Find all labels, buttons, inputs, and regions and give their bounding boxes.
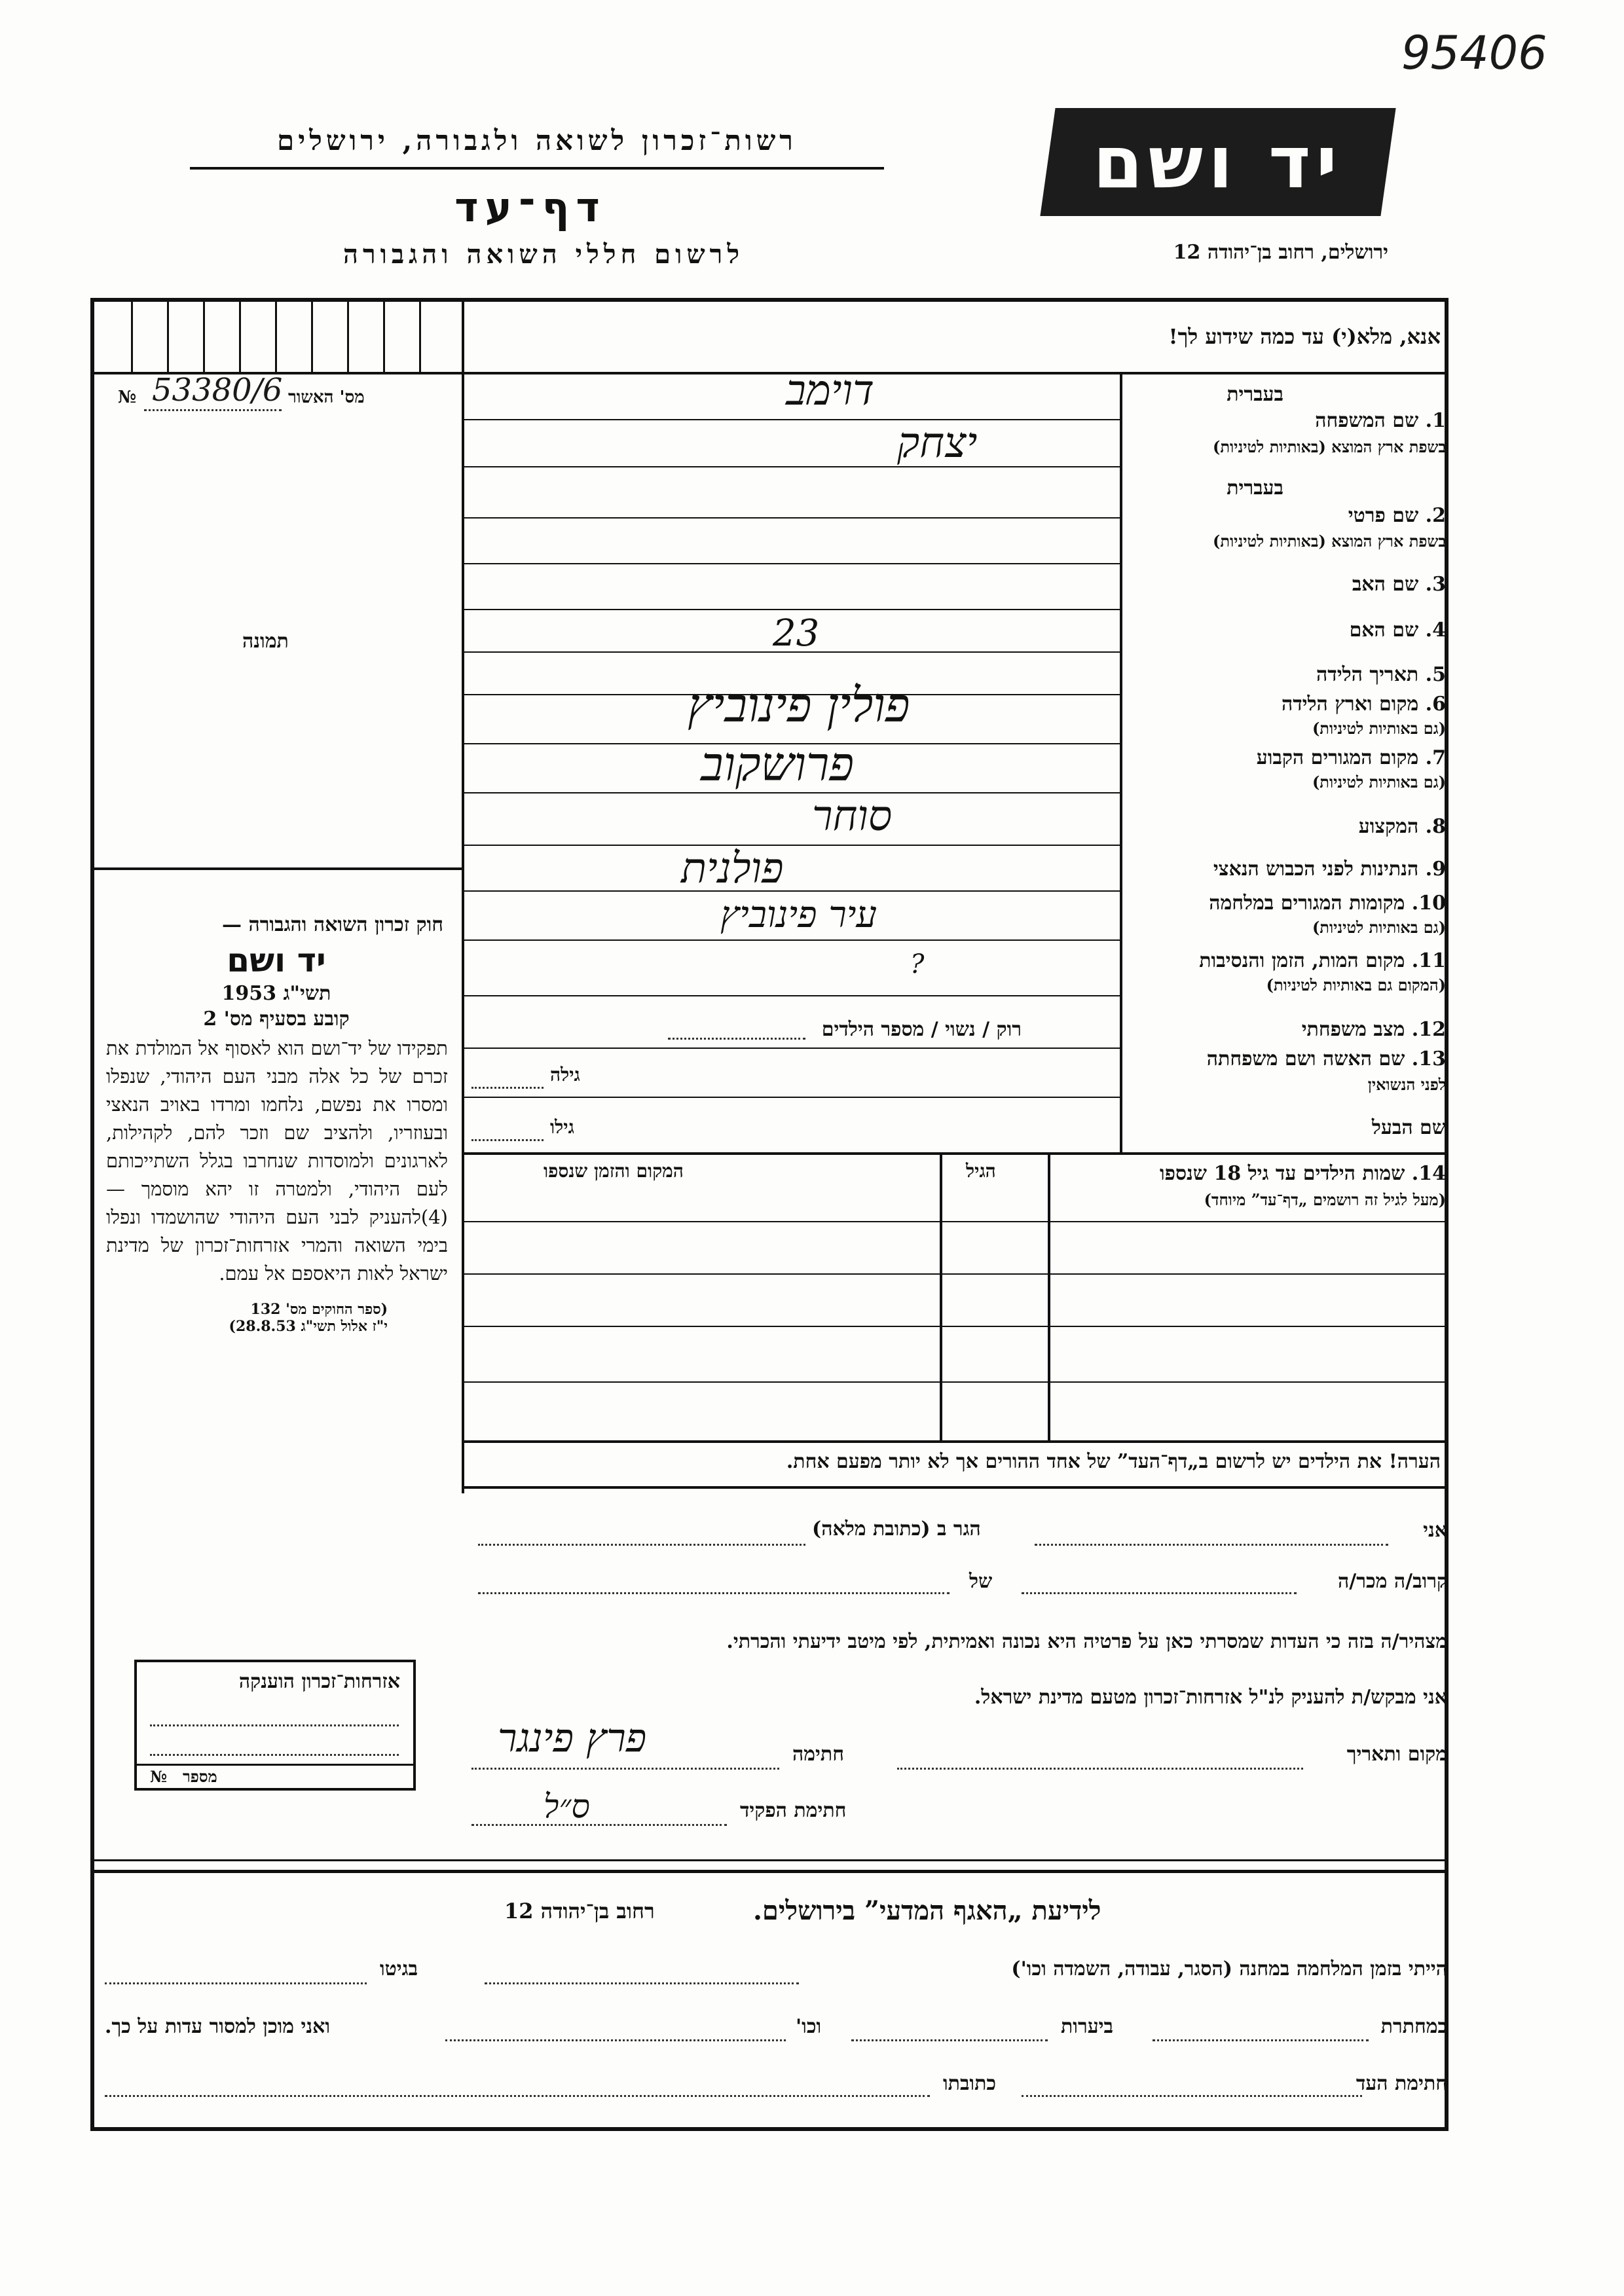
handwritten-death: ? bbox=[910, 949, 925, 979]
field-7-label: 7. מקום המגורים הקבוע bbox=[1256, 746, 1446, 769]
handwritten-war-residence: עיר פינוביץ bbox=[720, 894, 877, 936]
declaration-request: אני מבקש/ת להעניק לנ"ל אזרחות־זכרון מטעם מדינת ישראל. bbox=[974, 1686, 1447, 1709]
memorial-citizenship-box bbox=[134, 1660, 416, 1791]
form-note: הערה! את הילדים יש לרשום ב„דף־העד” של אחד ההורים אך לא יותר מפעם אחת. bbox=[786, 1450, 1441, 1473]
handwritten-surname: דוימב bbox=[786, 367, 874, 415]
children-col-divider-2 bbox=[1048, 1152, 1050, 1440]
field-6-sub: (גם באותיות לטיניות) bbox=[1312, 719, 1446, 738]
footer-forests-label: ביערות bbox=[1061, 2015, 1114, 2038]
box-divider bbox=[131, 302, 133, 372]
box-divider bbox=[167, 302, 169, 372]
field-9-label: 9. הנתינות לפני הכבוש הנאצי bbox=[1213, 858, 1446, 881]
footer-heading: לידיעת „האגף המדעי” בירושלים. bbox=[753, 1895, 1101, 1926]
memorial-box-title: אזרחות־זכרון הוענקה bbox=[238, 1670, 400, 1693]
field-14-label: 14. שמות הילדים עד גיל 18 שנספו bbox=[1159, 1162, 1446, 1185]
declarant-address-line bbox=[478, 1544, 805, 1546]
field-2-num: 2. bbox=[1425, 504, 1446, 527]
handwritten-birth-place: פולין פינוביץ bbox=[688, 678, 910, 733]
wife-age-label: גילה bbox=[550, 1064, 580, 1085]
field-2-text: שם פרטי bbox=[1348, 504, 1419, 527]
law-year: תשי"ג 1953 bbox=[221, 982, 331, 1005]
law-block bbox=[93, 913, 460, 1335]
wife-age-line bbox=[471, 1087, 544, 1089]
memorial-box-line-2 bbox=[150, 1754, 399, 1756]
relation-of-line bbox=[478, 1592, 950, 1594]
footer-willing-label: ואני מוכן למסור עדות על כך. bbox=[105, 2015, 331, 2038]
signature-label: חתימה bbox=[792, 1743, 844, 1766]
archive-number: 95406 bbox=[1401, 26, 1547, 80]
box-divider bbox=[383, 302, 385, 372]
place-date-label: מקום ותאריך bbox=[1346, 1743, 1447, 1766]
handwritten-nationality: פולנית bbox=[681, 845, 784, 893]
husband-label: שם הבעל bbox=[1371, 1116, 1446, 1139]
row-rule bbox=[464, 466, 1120, 467]
header-address: ירושלים, רחוב בן־יהודה 12 bbox=[1173, 241, 1388, 264]
row-rule bbox=[464, 563, 1120, 564]
row-rule bbox=[464, 517, 1120, 519]
children-row-rule bbox=[464, 1273, 1445, 1275]
field-1-sub: בשפת ארץ המוצא (באותיות לטיניות) bbox=[1213, 437, 1446, 456]
photo-label: תמונה bbox=[242, 630, 289, 653]
footer-address: רחוב בן־יהודה 12 bbox=[504, 1899, 655, 1923]
box-divider bbox=[419, 302, 421, 372]
official-initials: ס״ל bbox=[544, 1787, 590, 1825]
field-13-label: 13. שם האשה ושם משפחתה bbox=[1206, 1048, 1446, 1070]
declaration-relative: קרוב/ה מכר/ה bbox=[1338, 1570, 1447, 1593]
approval-label: מס' האשור bbox=[288, 388, 365, 407]
memorial-box-rule bbox=[137, 1764, 413, 1766]
relation-line bbox=[1022, 1592, 1297, 1594]
footer-camp-label: הייתי בזמן המלחמה במחנה (הסגר, עבודה, השמדה וכו') bbox=[1011, 1958, 1447, 1980]
footer-etc-line bbox=[445, 2039, 786, 2041]
field-5-label: 5. תאריך הלידה bbox=[1316, 663, 1446, 686]
request-rule bbox=[464, 372, 1445, 374]
footer-underground-label: במחתרת bbox=[1380, 2015, 1447, 2038]
handwritten-profession: סוחר bbox=[812, 792, 893, 841]
footer-rule-2 bbox=[93, 1870, 1445, 1873]
row-rule bbox=[464, 890, 1120, 892]
form-request: אנא, מלא(י) עד כמה שידוע לך! bbox=[1168, 324, 1441, 349]
law-name: יד ושם bbox=[227, 941, 326, 979]
footer-witness-signature-label: חתימת העד bbox=[1356, 2072, 1447, 2095]
law-title: חוק זכרון השואה והגבורה — bbox=[222, 913, 443, 936]
children-row-rule bbox=[464, 1221, 1445, 1222]
field-10-sub: (גם באותיות לטיניות) bbox=[1312, 918, 1446, 937]
footer-etc-label: וכו' bbox=[796, 2015, 822, 2038]
row-rule bbox=[464, 1097, 1120, 1098]
declaration-i: אני bbox=[1423, 1519, 1447, 1542]
signature-line bbox=[471, 1768, 779, 1770]
children-table-top bbox=[464, 1152, 1445, 1155]
box-divider bbox=[203, 302, 205, 372]
note-rule bbox=[464, 1486, 1445, 1489]
authority-name: רשות־זכרון לשואה ולגבורה, ירושלים bbox=[277, 124, 797, 156]
field-12-label: 12. מצב משפחתי bbox=[1301, 1018, 1446, 1041]
approval-number: 53380/6 bbox=[152, 372, 283, 409]
declarant-name-line bbox=[1035, 1544, 1388, 1546]
official-signature-line bbox=[471, 1824, 727, 1826]
field-6-label: 6. מקום וארץ הלידה bbox=[1281, 693, 1446, 716]
children-col-divider-1 bbox=[940, 1152, 942, 1440]
header-rule bbox=[190, 167, 884, 170]
children-row-rule bbox=[464, 1381, 1445, 1383]
husband-age-line bbox=[471, 1139, 544, 1141]
footer-ghetto-line bbox=[105, 1982, 367, 1984]
field-2-sub: בשפת ארץ המוצא (באותיות לטיניות) bbox=[1213, 532, 1446, 551]
children-place-header: המקום והזמן שנספו bbox=[544, 1160, 684, 1182]
field-1-text: שם המשפחה bbox=[1315, 409, 1419, 432]
law-text: תפקידו של יד־ושם הוא לאסוף אל המולדת את זכרם של כל אלה מבני העם היהודי, שנפלו ומסרו את נפשם, נלחמו ומרדו באויב הנאצי ובעוזריו, ולהציב שם וזכר להם, לקהילות, לארגונים ולמוסדות שנחרבו בגלל השתייכותם לעם היהודי, ולמטרה זו יהא מוסמך — (4)להעניק לבני העם היהודי שהושמדו ונפלו בימי השואה והמרי אזרחות־זכרון של מדינת ישראל לאות היאספם אל עמם. bbox=[106, 1037, 448, 1285]
row-rule bbox=[464, 609, 1120, 610]
label-column-divider bbox=[1120, 373, 1122, 1152]
in-hebrew-label-1: בעברית bbox=[1227, 383, 1283, 406]
document-subtitle: לרשום חללי השואה והגבורה bbox=[342, 239, 745, 270]
field-14-sub: (מעל לגיל זה רושמים „דף־עד” מיוחד) bbox=[1204, 1190, 1446, 1209]
children-table-bottom bbox=[464, 1440, 1445, 1443]
row-rule bbox=[464, 845, 1120, 846]
row-rule bbox=[464, 1048, 1120, 1049]
approval-line bbox=[144, 409, 282, 411]
footer-camp-line bbox=[485, 1982, 799, 1984]
row-rule bbox=[464, 792, 1120, 793]
document-title: דף־עד bbox=[454, 183, 606, 231]
children-age-header: הגיל bbox=[966, 1160, 996, 1182]
handwritten-birth-date: 23 bbox=[773, 612, 820, 655]
official-signature-label: חתימת הפקיד bbox=[740, 1799, 847, 1822]
logo-text: יד ושם bbox=[1093, 120, 1343, 204]
in-hebrew-label-2: בעברית bbox=[1227, 477, 1283, 500]
law-clause: קובע בסעיף מס' 2 bbox=[203, 1008, 350, 1030]
declaration-statement: מצהיר/ה בזה כי העדות שמסרתי כאן על פרטיה היא נכונה ואמיתית, לפי מיטב ידיעתי והכרתי. bbox=[726, 1630, 1447, 1653]
handwritten-signature: פרץ פינגר bbox=[498, 1715, 647, 1761]
field-8-label: 8. המקצוע bbox=[1358, 815, 1446, 838]
field-2-label bbox=[1348, 504, 1446, 527]
photo-box-rule bbox=[93, 867, 462, 870]
footer-ghetto-label: בגיטו bbox=[380, 1958, 418, 1980]
footer-address-label: כתובתו bbox=[943, 2072, 997, 2095]
field-1-label bbox=[1315, 409, 1446, 432]
field-4-label: 4. שם האם bbox=[1349, 619, 1446, 642]
handwritten-first-name: יצחק bbox=[897, 419, 978, 467]
box-divider bbox=[239, 302, 241, 372]
footer-underground-line bbox=[1153, 2039, 1369, 2041]
children-count-line bbox=[668, 1038, 805, 1040]
declaration-of: של bbox=[969, 1570, 993, 1593]
law-ref-1: (ספר החוקים מס' 132 bbox=[250, 1301, 388, 1318]
field-11-sub: (המקום גם באותיות לטיניות) bbox=[1266, 975, 1446, 994]
field-1-num: 1. bbox=[1425, 409, 1446, 432]
field-12-options: רוק / נשוי / מספר הילדים bbox=[821, 1018, 1022, 1041]
row-rule bbox=[464, 939, 1120, 941]
field-3-label: 3. שם האב bbox=[1352, 573, 1446, 596]
footer-address-line bbox=[105, 2095, 930, 2097]
field-13-sub: לפני הנשואין bbox=[1367, 1075, 1446, 1094]
field-7-sub: (גם באותיות לטיניות) bbox=[1312, 773, 1446, 792]
row-rule bbox=[464, 419, 1120, 420]
memorial-box-line-1 bbox=[150, 1724, 399, 1726]
footer-rule-1 bbox=[93, 1859, 1445, 1861]
row-rule bbox=[464, 995, 1120, 996]
box-divider bbox=[311, 302, 313, 372]
husband-age-label: גילו bbox=[550, 1116, 574, 1138]
memorial-box-number-prefix: № bbox=[150, 1767, 168, 1786]
footer-witness-signature-line bbox=[1022, 2095, 1362, 2097]
field-11-label: 11. מקום המות, הזמן והנסיבות bbox=[1199, 949, 1446, 972]
field-10-label: 10. מקומות המגורים במלחמה bbox=[1209, 892, 1446, 915]
memorial-box-number-label: מספר bbox=[183, 1767, 217, 1786]
left-column-divider bbox=[462, 302, 464, 1493]
handwritten-residence: פרושקוב bbox=[701, 737, 855, 792]
box-divider bbox=[347, 302, 349, 372]
children-row-rule bbox=[464, 1326, 1445, 1327]
place-date-line bbox=[897, 1768, 1303, 1770]
approval-prefix: № bbox=[118, 388, 137, 407]
declaration-resides: הגר ב (כתובת מלאה) bbox=[812, 1518, 981, 1540]
box-divider bbox=[275, 302, 277, 372]
law-ref-2: י"ז אלול תשי"ג 28.8.53) bbox=[229, 1318, 388, 1335]
footer-forests-line bbox=[851, 2039, 1048, 2041]
yad-vashem-logo bbox=[1040, 108, 1395, 216]
